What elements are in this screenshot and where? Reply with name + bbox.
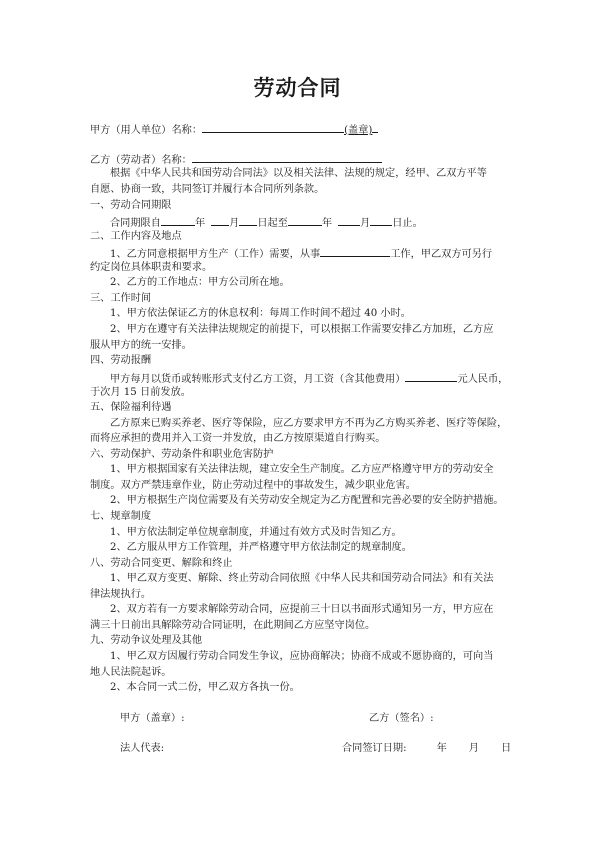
- s3-item-2-line-2: 服从甲方的统一安排。: [90, 340, 192, 351]
- s9-item-1-line-1: 1、甲乙双方因履行劳动合同发生争议，应协商解决；协商不成或不愿协商的，可向当: [110, 651, 494, 662]
- s6-item-1-line-1: 1、甲方根据国家有关法律法规，建立安全生产制度。乙方应严格遵守甲方的劳动安全: [110, 464, 494, 475]
- section-6-heading: 六、劳动保护、劳动条件和职业危害防护: [90, 449, 274, 460]
- s2-item-1-line-1: [90, 245, 505, 262]
- term-month-2: 月: [360, 218, 371, 229]
- s3-item-1: 1、甲方依法保证乙方的休息权利：每周工作时间不超过 40 小时。: [110, 308, 411, 319]
- party-a-label: 甲方（用人单位）名称：: [90, 125, 203, 136]
- s6-item-1-line-2: 制度。双方严禁违章作业，防止劳动过程中的事故发生，减少职业危害。: [90, 480, 416, 491]
- intro-line-2: 自愿、协商一致，共同签订并履行本合同所列条款。: [90, 184, 325, 195]
- section-2-heading: 二、工作内容及地点: [90, 231, 182, 242]
- s2-item-1-text-a: 1、乙方同意根据甲方生产（工作）需要，从事: [110, 249, 321, 260]
- term-month-1: 月: [229, 218, 240, 229]
- party-b-label: 乙方（劳动者）名称：: [90, 155, 192, 166]
- s8-item-1-line-1: 1、甲乙双方变更、解除、终止劳动合同依照《中华人民共和国劳动合同法》和有关法: [110, 573, 494, 584]
- term-year-2: 年: [321, 218, 333, 229]
- s4-payday-line: 于次月 15 日前发放。: [90, 387, 191, 398]
- start-day-blank[interactable]: [239, 214, 257, 226]
- s8-item-1-line-2: 律法规执行。: [90, 589, 152, 600]
- s9-item-1-line-2: 地人民法院起诉。: [90, 667, 172, 678]
- term-day-to: 日起至: [257, 218, 288, 229]
- s8-item-2-line-2: 满三十日前出具解除劳动合同证明，在此期间乙方应坚守岗位。: [90, 620, 376, 631]
- s4-text-b: 元人民币，: [457, 374, 509, 385]
- signing-date-label: 合同签订日期:: [342, 743, 407, 754]
- party-a-signature-label: 甲方（盖章）:: [120, 713, 185, 724]
- s5-line-2: 而将应承担的费用并入工资一并发放，由乙方按原渠道自行购买。: [90, 433, 386, 444]
- s4-salary-line: [90, 370, 509, 387]
- section-9-heading: 九、劳动争议处理及其他: [90, 635, 203, 646]
- signing-date-year: 年: [436, 743, 447, 754]
- start-year-blank[interactable]: [161, 214, 195, 226]
- party-b-line: [90, 151, 505, 168]
- party-a-line: [90, 121, 505, 138]
- section-3-heading: 三、工作时间: [90, 293, 152, 304]
- legal-representative-label: 法人代表:: [120, 743, 165, 754]
- page-title: 劳动合同: [253, 76, 342, 100]
- s6-item-2: 2、甲方根据生产岗位需要及有关劳动安全规定为乙方配置和完善必要的安全防护措施。: [110, 495, 504, 506]
- section-8-heading: 八、劳动合同变更、解除和终止: [90, 558, 233, 569]
- end-year-blank[interactable]: [288, 214, 322, 226]
- party-b-name-blank[interactable]: [192, 151, 382, 163]
- party-a-stamp-tail: [372, 121, 378, 133]
- s2-item-1-text-b: 工作，甲乙双方可另行: [390, 249, 493, 260]
- section-5-heading: 五、保险福利待遇: [90, 402, 172, 413]
- s3-item-2-line-1: 2、甲方在遵守有关法律法规规定的前提下，可以根据工作需要安排乙方加班，乙方应: [110, 324, 494, 335]
- s7-item-1: 1、甲方依法制定单位规章制度，并通过有效方式及时告知乙方。: [110, 527, 402, 538]
- party-b-signature-label: 乙方（签名）:: [369, 713, 434, 724]
- start-month-blank[interactable]: [211, 214, 229, 226]
- end-day-blank[interactable]: [370, 214, 392, 226]
- s8-item-2-line-1: 2、双方若有一方要求解除劳动合同，应提前三十日以书面形式通知另一方，甲方应在: [110, 604, 494, 615]
- contract-term-line: [90, 214, 505, 231]
- section-4-heading: 四、劳动报酬: [90, 355, 152, 366]
- signing-date-day: 日: [500, 743, 512, 754]
- intro-line-1: 根据《中华人民共和国劳动合同法》以及相关法律、法规的规定，经甲、乙双方平等: [110, 168, 487, 179]
- job-position-blank[interactable]: [320, 245, 390, 257]
- term-year-1: 年: [194, 218, 206, 229]
- party-a-stamp-label: (盖章): [344, 125, 373, 136]
- signing-date-line: [342, 742, 511, 756]
- salary-amount-blank[interactable]: [405, 370, 457, 382]
- s2-item-2: 2、乙方的工作地点：甲方公司所在地。: [110, 277, 290, 288]
- s9-item-2: 2、本合同一式二份，甲乙双方各执一份。: [110, 682, 300, 693]
- section-1-heading: 一、劳动合同期限: [90, 200, 172, 211]
- end-month-blank[interactable]: [338, 214, 360, 226]
- term-end: 日止。: [392, 218, 423, 229]
- signing-date-month: 月: [468, 743, 479, 754]
- party-a-name-blank[interactable]: [202, 121, 344, 133]
- section-7-heading: 七、规章制度: [90, 511, 152, 522]
- term-prefix: 合同期限自: [110, 218, 161, 229]
- s7-item-2: 2、乙方服从甲方工作管理，并严格遵守甲方依法制定的规章制度。: [110, 542, 412, 553]
- s2-item-1-line-2: 约定岗位具体职责和要求。: [90, 262, 213, 273]
- s4-text-a: 甲方每月以货币或转账形式支付乙方工资，月工资（含其他费用）: [110, 374, 406, 385]
- s5-line-1: 乙方原来已购买养老、医疗等保险，应乙方要求甲方不再为乙方购买养老、医疗等保险，: [110, 418, 508, 429]
